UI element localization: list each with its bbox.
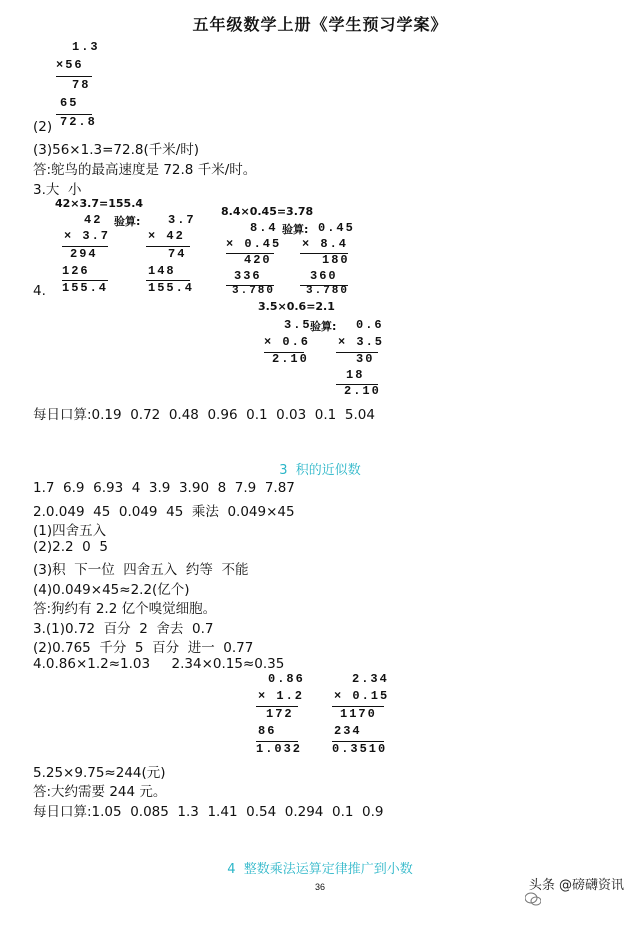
text-line: 2.0.049 45 0.049 45 乘法 0.049×45: [33, 504, 295, 520]
check-label: 验算:: [114, 215, 141, 228]
partial-product: 1170: [340, 707, 377, 721]
text-line: 1.7 6.9 6.93 4 3.9 3.90 8 7.9 7.87: [33, 480, 295, 496]
text-line: (2): [33, 119, 53, 135]
equation: 3.5×0.6=2.1: [258, 300, 335, 313]
partial-product: 420: [244, 253, 272, 267]
section-heading: 4 整数乘法运算定律推广到小数: [227, 862, 413, 877]
daily-mental-math: 每日口算:1.05 0.085 1.3 1.41 0.54 0.294 0.1 0.9: [33, 804, 384, 820]
multiplicand: 0.6: [356, 318, 384, 332]
text-line: 答:鸵鸟的最高速度是 72.8 千米/时。: [33, 162, 257, 178]
text-line: 答:狗约有 2.2 亿个嗅觉细胞。: [33, 601, 217, 617]
multiplicand: 1.3: [72, 40, 100, 54]
multiplier: × 1.2: [258, 689, 305, 703]
multiplier: × 3.7: [64, 229, 111, 243]
partial-product: 86: [258, 724, 277, 738]
partial-product: 78: [72, 78, 91, 92]
multiplier: × 0.45: [226, 237, 282, 251]
section-heading: 3 积的近似数: [279, 463, 361, 478]
partial-product: 74: [168, 247, 187, 261]
partial-product: 360: [310, 269, 338, 283]
partial-product: 234: [334, 724, 362, 738]
rule: [56, 76, 92, 77]
partial-product: 65: [60, 96, 79, 110]
wechat-icon: [509, 877, 525, 891]
text-line: 答:大约需要 244 元。: [33, 784, 167, 800]
check-label: 验算:: [282, 223, 309, 236]
multiplicand: 42: [84, 213, 103, 227]
product: 0.3510: [332, 742, 388, 756]
product: 155.4: [62, 281, 109, 295]
text-line: (2)0.765 千分 5 百分 进一 0.77: [33, 640, 254, 656]
multiplicand: 3.5: [284, 318, 312, 332]
page-title: 五年级数学上册《学生预习学案》: [192, 15, 448, 34]
question-number: 4.: [33, 283, 46, 299]
partial-product: 126: [62, 264, 90, 278]
multiplier: × 42: [148, 229, 185, 243]
multiplier: ×56: [56, 58, 84, 72]
text-line: 3.(1)0.72 百分 2 舍去 0.7: [33, 621, 214, 637]
multiplicand: 2.34: [352, 672, 389, 686]
check-label: 验算:: [310, 320, 337, 333]
multiplier: × 0.6: [264, 335, 311, 349]
product: 72.8: [60, 115, 97, 129]
multiplier: × 3.5: [338, 335, 385, 349]
page-number: 36: [314, 882, 325, 892]
partial-product: 18: [346, 368, 365, 382]
partial-product: 148: [148, 264, 176, 278]
text-line: (3)积 下一位 四舍五入 约等 不能: [33, 562, 249, 578]
multiplier: × 0.15: [334, 689, 390, 703]
partial-product: 336: [234, 269, 262, 283]
multiplicand: 0.45: [318, 221, 355, 235]
product: 2.10: [272, 352, 309, 366]
product: 1.032: [256, 742, 303, 756]
text-line: 5.25×9.75≈244(元): [33, 765, 166, 781]
partial-product: 172: [266, 707, 294, 721]
equation: 42×3.7=155.4: [55, 197, 144, 210]
text-line: (1)四舍五入: [33, 523, 107, 539]
watermark: [509, 874, 624, 893]
multiplicand: 0.86: [268, 672, 305, 686]
product: 3.780: [232, 285, 276, 297]
text-line: (3)56×1.3=72.8(千米/时): [33, 142, 200, 158]
product: 2.10: [344, 384, 381, 398]
product: 3.780: [306, 285, 350, 297]
daily-mental-math: 每日口算:0.19 0.72 0.48 0.96 0.1 0.03 0.1 5.04: [33, 407, 375, 423]
equation: 8.4×0.45=3.78: [221, 205, 314, 218]
text-line: 4.0.86×1.2≈1.03 2.34×0.15≈0.35: [33, 656, 285, 672]
partial-product: 294: [70, 247, 98, 261]
text-line: (4)0.049×45≈2.2(亿个): [33, 582, 190, 598]
multiplicand: 8.4: [250, 221, 278, 235]
partial-product: 180: [322, 253, 350, 267]
watermark-text: 头条 @磅礴资讯: [528, 878, 624, 893]
text-line: 3.大 小: [33, 182, 82, 198]
multiplicand: 3.7: [168, 213, 196, 227]
product: 155.4: [148, 281, 195, 295]
text-line: (2)2.2 0 5: [33, 539, 108, 555]
partial-product: 30: [356, 352, 375, 366]
multiplier: × 8.4: [302, 237, 349, 251]
